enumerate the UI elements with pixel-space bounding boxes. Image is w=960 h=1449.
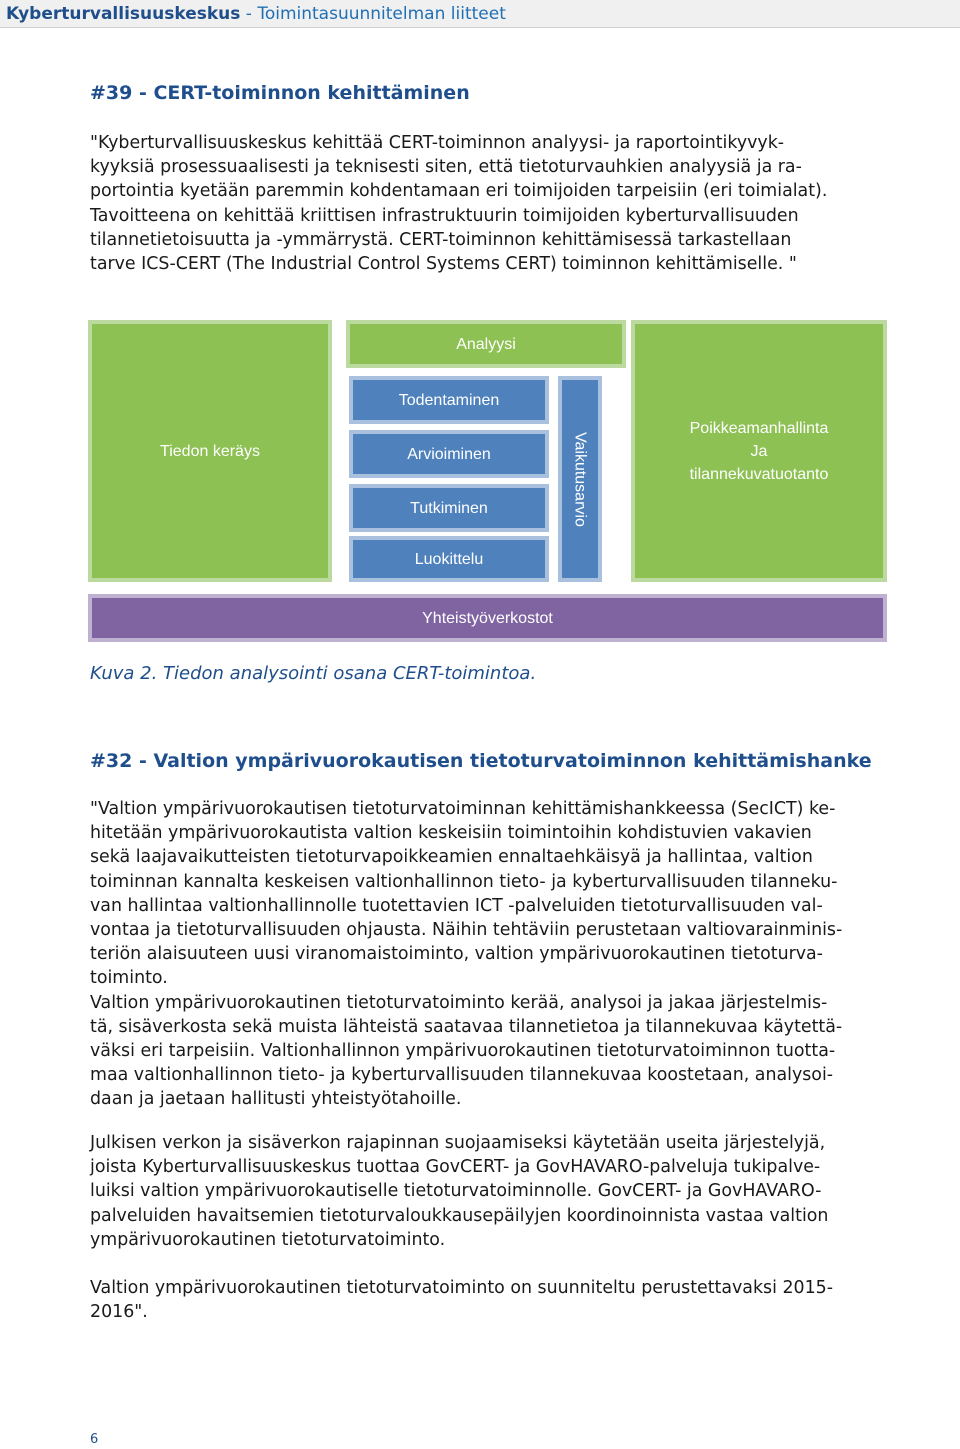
text-line: Tavoitteena on kehittää kriittisen infrastruktuurin toimijoiden kyberturvallisuuden	[90, 205, 799, 226]
text-line: palveluiden havaitsemien tietoturvaloukkausepäilyjen koordinoinnista vastaa valtion	[90, 1205, 829, 1226]
section2-paragraph-2	[90, 1131, 950, 1252]
diagram-box-poikkeamanhallinta	[631, 320, 887, 582]
diagram-box-vaikutusarvio: Vaikutusarvio	[558, 376, 602, 582]
text-line: toiminto.	[90, 968, 168, 989]
text-line: Valtion ympärivuorokautinen tietoturvatoiminto on suunniteltu perustettavaksi 2015-	[90, 1278, 833, 1298]
diagram-box-tiedon-keraus: Tiedon keräys	[88, 320, 332, 582]
text-line: maa valtionhallinnon tieto- ja kyberturvallisuuden tilannekuvaa koostetaan, analysoi-	[90, 1065, 834, 1086]
text-line: luiksi valtion ympärivuorokautiselle tietoturvatoiminnolle. GovCERT- ja GovHAVARO-	[90, 1181, 822, 1202]
diagram-right-line: Ja	[750, 442, 768, 460]
section2-paragraph-1	[90, 797, 950, 1112]
page-number: 6	[90, 1432, 99, 1447]
text-line: van hallintaa valtionhallinnolle tuotettavien ICT -palveluiden tietoturvallisuuden val-	[90, 895, 823, 916]
text-line: ympärivuorokautinen tietoturvatoiminto.	[90, 1229, 446, 1250]
diagram-right-line: Poikkeamanhallinta	[689, 419, 829, 437]
header-doc-title: Toimintasuunnitelman liitteet	[257, 4, 506, 24]
diagram-box-yhteistyoverkostot: Yhteistyöverkostot	[88, 594, 887, 642]
text-line: Valtion ympärivuorokautinen tietoturvatoiminto kerää, analysoi ja jakaa järjestelmis-	[90, 992, 828, 1013]
section1-paragraph	[90, 131, 950, 276]
text-line: portointia kyetään paremmin kohdentamaan eri toimijoiden tarpeisiin (eri toimialat).	[90, 181, 828, 202]
diagram-box-luokittelu: Luokittelu	[349, 536, 549, 582]
page-header	[0, 0, 960, 28]
text-line: tä, sisäverkosta sekä muista lähteistä saatavaa tilannetietoa ja tilannekuvaa käytettä-	[90, 1016, 843, 1037]
text-line: hitetään ympärivuorokautista valtion keskeisiin toimintoihin kohdistuvien vakavien	[90, 823, 812, 844]
diagram-box-arvioiminen: Arvioiminen	[349, 430, 549, 478]
text-line: vontaa ja tietoturvallisuuden ohjausta. Näihin tehtäviin perustetaan valtiovarainminis-	[90, 920, 843, 941]
text-line: Julkisen verkon ja sisäverkon rajapinnan suojaamiseksi käytetään useita järjestelyjä,	[90, 1133, 826, 1153]
text-line: tarve ICS-CERT (The Industrial Control Systems CERT) toiminnon kehittämiselle. "	[90, 254, 797, 275]
header-org: Kyberturvallisuuskeskus	[6, 4, 241, 24]
text-line: 2016".	[90, 1302, 148, 1323]
figure-caption: Kuva 2. Tiedon analysointi osana CERT-toimintoa.	[90, 663, 537, 684]
text-line: tilannetietoisuutta ja -ymmärrystä. CERT-toiminnon kehittämisessä tarkastellaan	[90, 229, 792, 250]
cert-diagram	[88, 320, 888, 642]
text-line: joista Kyberturvallisuuskeskus tuottaa GovCERT- ja GovHAVARO-palveluja tukipalve-	[90, 1157, 821, 1178]
diagram-box-analyysi: Analyysi	[346, 320, 626, 368]
text-line: "Valtion ympärivuorokautisen tietoturvatoiminnan kehittämishankkeessa (SecICT) ke-	[90, 799, 836, 819]
text-line: daan ja jaetaan hallitusti yhteistyötahoille.	[90, 1089, 462, 1110]
section2-paragraph-3	[90, 1276, 950, 1324]
text-line: toiminnan kannalta keskeisen valtionhallinnon tieto- ja kyberturvallisuuden tilanneku-	[90, 871, 838, 892]
text-line: "Kyberturvallisuuskeskus kehittää CERT-toiminnon analyysi- ja raportointikyvyk-	[90, 133, 785, 153]
text-line: kyyksiä prosessuaalisesti ja teknisesti siten, että tietoturvauhkien analyysiä ja ra-	[90, 157, 802, 178]
section2-heading: #32 - Valtion ympärivuorokautisen tietoturvatoiminnon kehittämishanke	[90, 750, 872, 772]
section1-heading: #39 - CERT-toiminnon kehittäminen	[90, 82, 470, 104]
diagram-box-todentaminen: Todentaminen	[349, 376, 549, 424]
text-line: väksi eri tarpeisiin. Valtionhallinnon ympärivuorokautinen tietoturvatoiminnon tuotta-	[90, 1041, 836, 1062]
text-line: sekä laajavaikutteisten tietoturvapoikkeamien ennaltaehkäisyä ja hallintaa, valtion	[90, 847, 813, 868]
diagram-box-tutkiminen: Tutkiminen	[349, 484, 549, 532]
text-line: teriön alaisuuteen uusi viranomaistoiminto, valtion ympärivuorokautinen tietoturva-	[90, 944, 823, 965]
header-separator: -	[240, 4, 258, 24]
diagram-right-line: tilannekuvatuotanto	[689, 465, 829, 483]
